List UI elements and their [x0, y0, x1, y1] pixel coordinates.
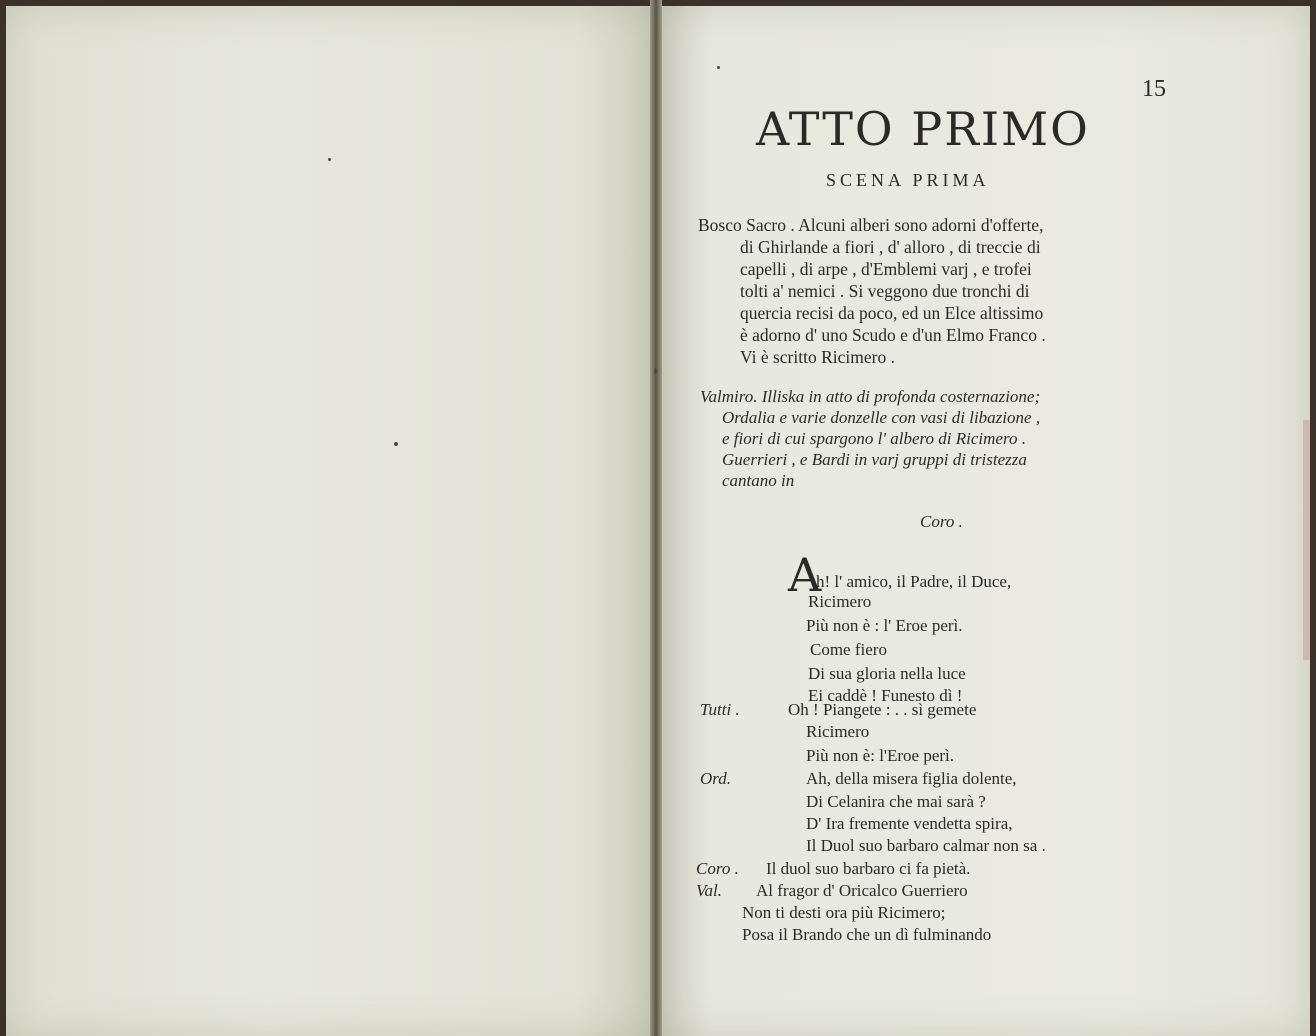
- drop-cap: A: [788, 548, 822, 602]
- ink-speck: [394, 442, 398, 446]
- verse-text: Di Celanira che mai sarà ?: [806, 792, 986, 811]
- ink-speck: [328, 158, 331, 161]
- verse-text: Posa il Brando che un dì fulminando: [742, 925, 992, 944]
- verse-text: Ah, della misera figlia dolente,: [806, 769, 1017, 788]
- cast-line: Guerrieri , e Bardi in varj gruppi di tristezza: [722, 450, 1027, 469]
- speaker-label: Tutti .: [700, 700, 740, 719]
- verse-text: Al fragor d' Oricalco Guerriero: [756, 881, 968, 900]
- stage-description-line: Vi è scritto Ricimero .: [740, 347, 895, 367]
- verse-text: D' Ira fremente vendetta spira,: [806, 814, 1013, 833]
- ink-speck: [654, 368, 657, 374]
- cast-description: [700, 386, 1040, 491]
- stage-description: [698, 214, 1046, 368]
- verse-text: Più non è : l' Eroe perì.: [806, 616, 963, 635]
- cast-line: e fiori di cui spargono l' albero di Ricimero .: [722, 429, 1026, 448]
- stage-description-line: tolti a' nemici . Si veggono due tronchi di: [740, 281, 1030, 301]
- stage-description-line: capelli , di arpe , d'Emblemi varj , e trofei: [740, 259, 1032, 279]
- ink-speck: [717, 66, 720, 69]
- scene-heading: SCENA PRIMA: [826, 170, 990, 190]
- stage-description-line: è adorno d' uno Scudo e d'un Elmo Franco .: [740, 325, 1046, 345]
- speaker-label: Ord.: [700, 769, 732, 788]
- speaker-label: Coro .: [696, 859, 739, 878]
- verse-text: Il Duol suo barbaro calmar non sa .: [806, 836, 1046, 855]
- verse-text: h! l' amico, il Padre, il Duce,: [816, 572, 1012, 591]
- verse-text: Come fiero: [810, 640, 887, 659]
- verse-text: Ei caddè ! Funesto dì !: [808, 686, 963, 705]
- book-gutter: [650, 0, 662, 1036]
- page-title: ATTO PRIMO: [756, 102, 1090, 156]
- chorus-heading: Coro .: [920, 512, 963, 531]
- stage-description-line: Bosco Sacro . Alcuni alberi sono adorni d'offerte,: [698, 215, 1044, 235]
- verse-text: Ricimero: [806, 722, 870, 741]
- page-edge-stain: [1303, 420, 1310, 660]
- verse-text: Oh ! Piangete : . . sì gemete: [788, 700, 977, 719]
- cast-line: Valmiro. Illiska in atto di profonda costernazione;: [700, 387, 1041, 406]
- page-number: 15: [1142, 76, 1166, 102]
- stage-description-line: quercia recisi da poco, ed un Elce altissimo: [740, 303, 1044, 323]
- cast-line: Ordalia e varie donzelle con vasi di libazione ,: [722, 408, 1041, 427]
- stage-description-line: di Ghirlande a fiori , d' alloro , di treccie di: [740, 237, 1041, 257]
- verse-text: Il duol suo barbaro ci fa pietà.: [766, 859, 971, 878]
- speaker-label: Val.: [696, 881, 722, 900]
- verse-text: Di sua gloria nella luce: [808, 664, 966, 683]
- verse-text: Più non è: l'Eroe perì.: [806, 746, 955, 765]
- verse-text: Non ti desti ora più Ricimero;: [742, 903, 946, 922]
- cast-line: cantano in: [722, 471, 795, 490]
- verse-text: Ricimero: [808, 592, 872, 611]
